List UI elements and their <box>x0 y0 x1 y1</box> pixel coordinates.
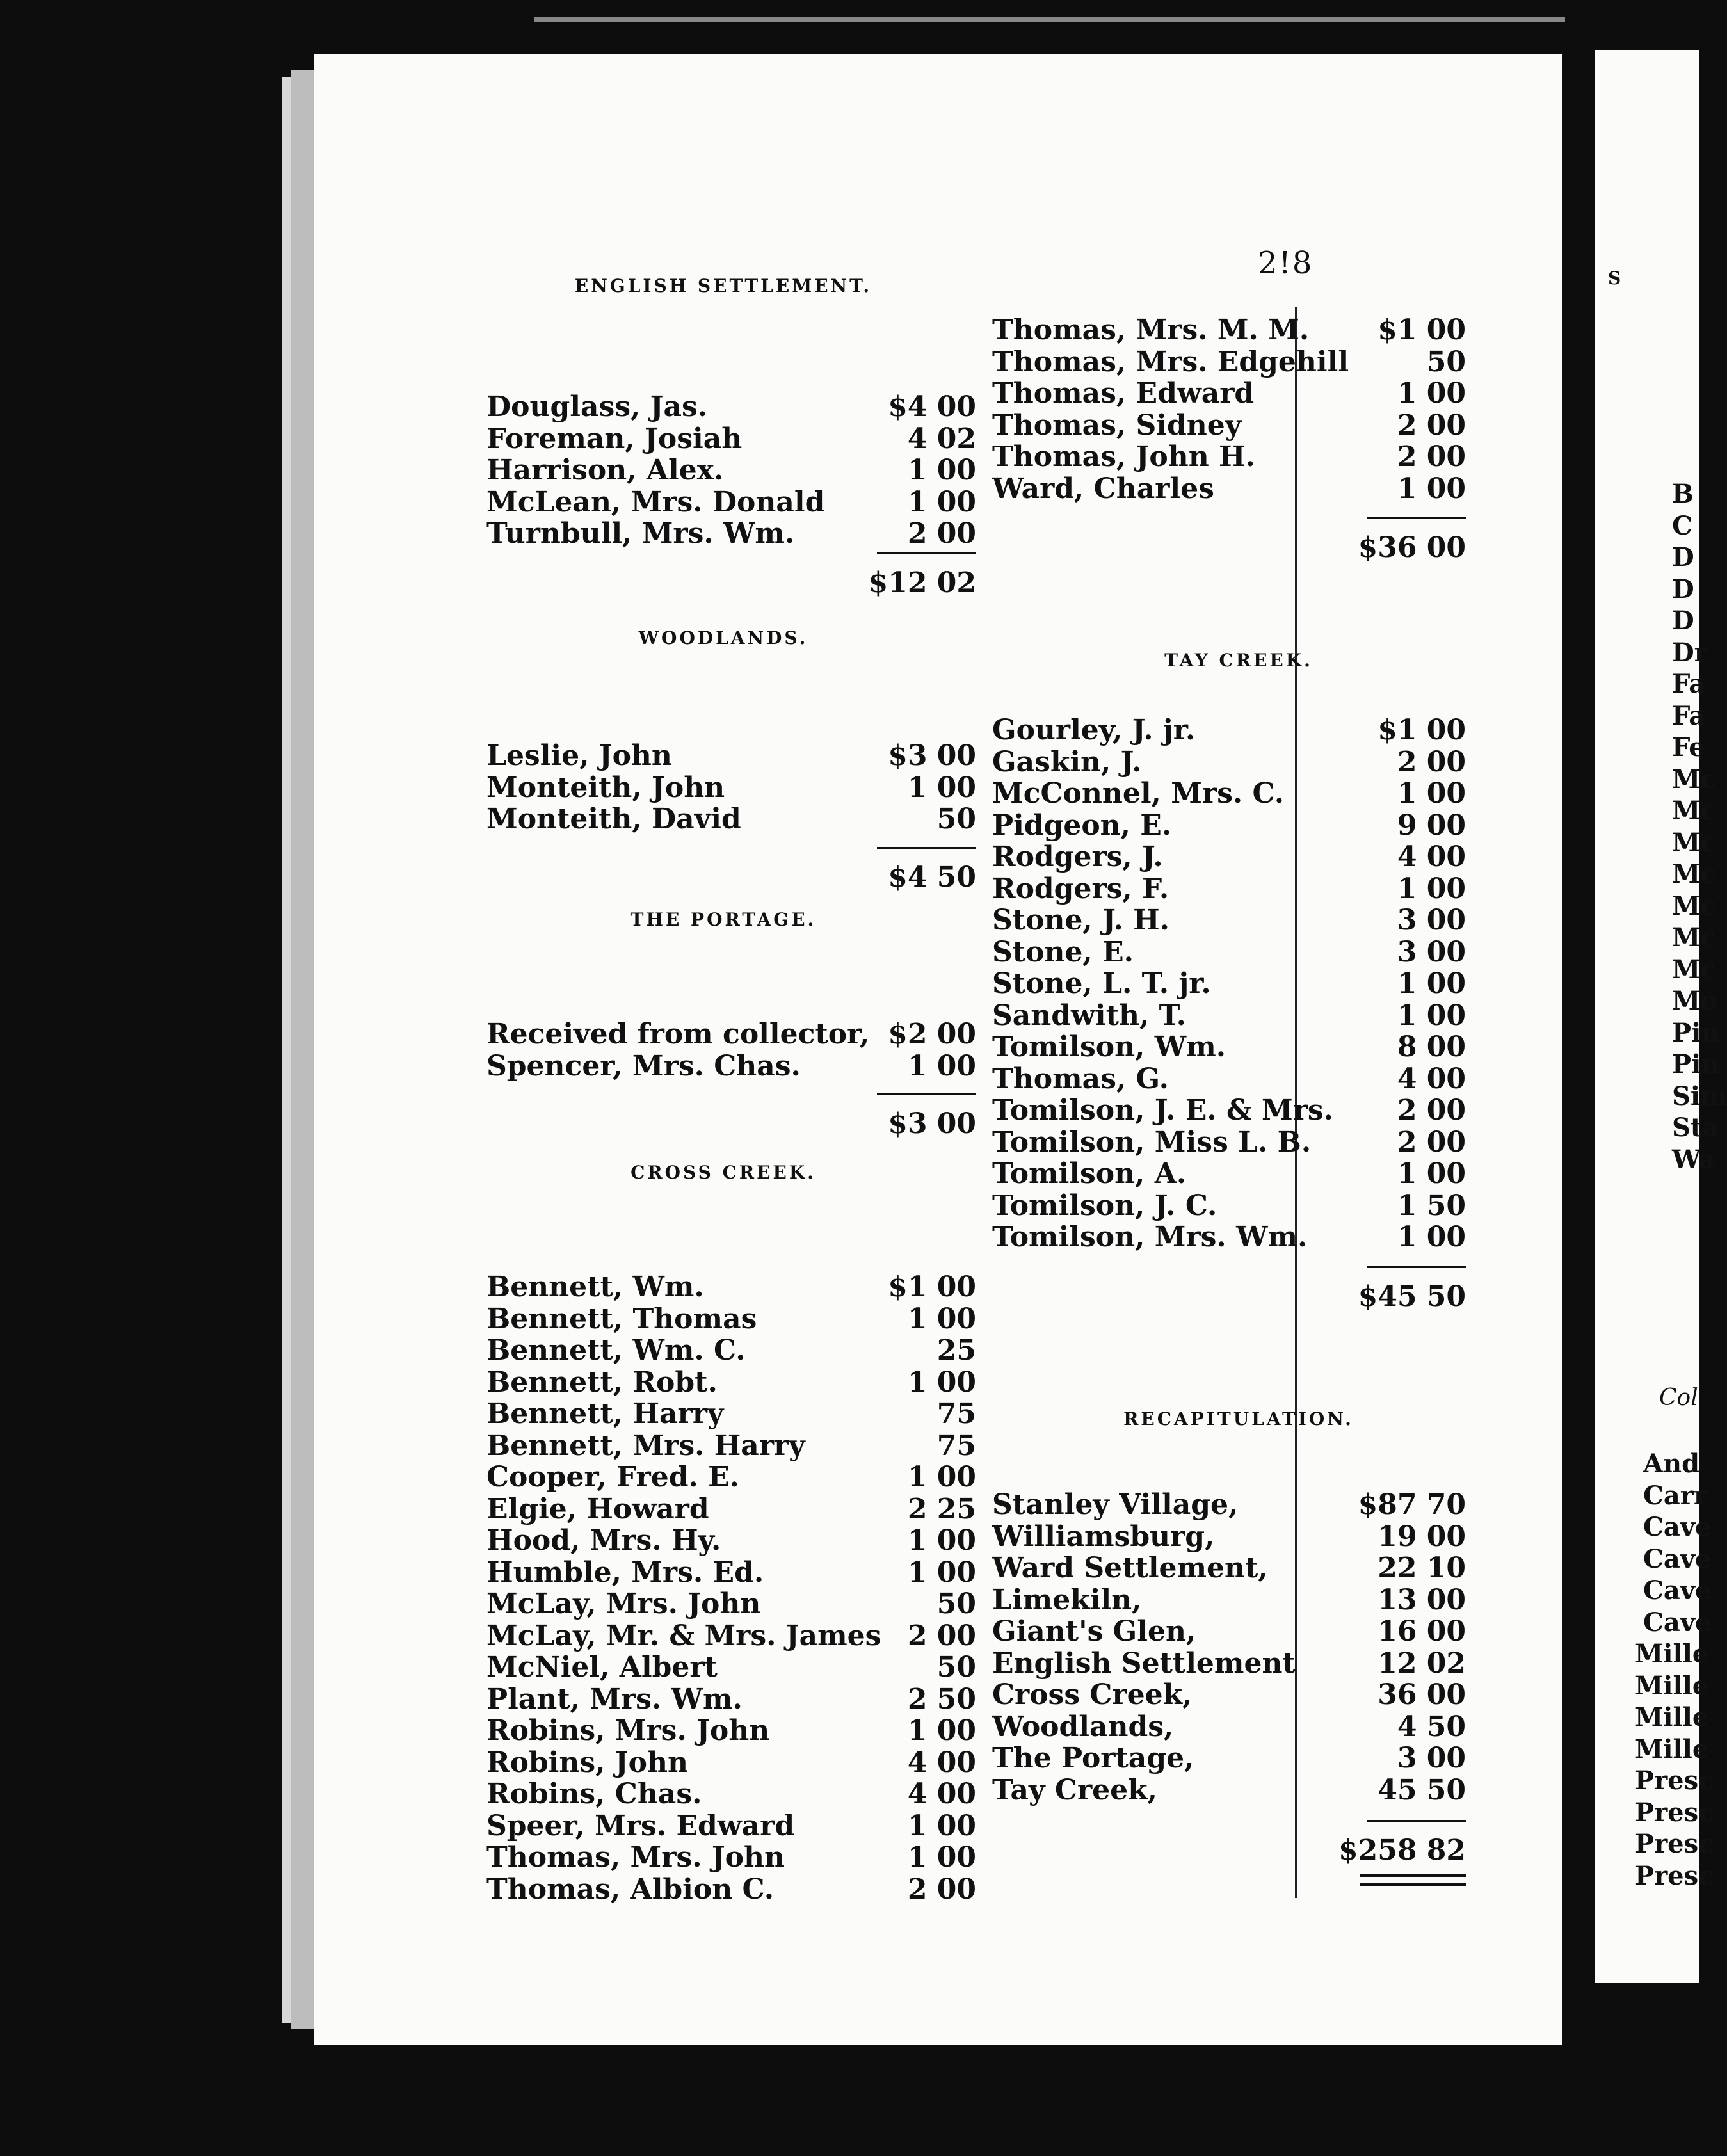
entry-amount: 3 00 <box>1397 1742 1466 1774</box>
entry-name: Ward Settlement, <box>992 1552 1268 1584</box>
section-heading: ENGLISH SETTLEMENT. <box>574 275 872 296</box>
entry-amount: 9 00 <box>1397 808 1466 842</box>
ledger-row <box>486 454 976 486</box>
entry-amount: 1 00 <box>1397 999 1466 1032</box>
ledger-row <box>992 777 1466 809</box>
entry-amount: 2 25 <box>907 1492 976 1525</box>
entry-amount: 45 50 <box>1378 1773 1466 1806</box>
entry-name: Bennett, Wm. <box>486 1271 704 1303</box>
facing-page-italic-label: Col <box>1659 1385 1698 1411</box>
facing-page-line: Mc <box>1672 954 1716 985</box>
ledger-row <box>486 803 976 835</box>
ledger-row <box>486 1651 976 1683</box>
entry-name: Thomas, Albion C. <box>486 1872 775 1906</box>
entry-name: Tomilson, Mrs. Wm. <box>992 1221 1308 1253</box>
entry-amount: 1 00 <box>907 1049 976 1082</box>
entry-amount: 50 <box>1426 345 1466 378</box>
entry-name: Tomilson, Wm. <box>992 1031 1226 1063</box>
ledger-row <box>486 1778 976 1810</box>
entry-name: Tomilson, J. C. <box>992 1189 1217 1222</box>
facing-page-line: And <box>1643 1449 1700 1479</box>
entry-amount: 19 00 <box>1378 1520 1466 1553</box>
entry-amount: 2 00 <box>1397 440 1466 473</box>
entry-name: Tomilson, A. <box>992 1157 1187 1190</box>
facing-page-line: Presc <box>1635 1829 1714 1859</box>
facing-page-line: Sta <box>1672 1113 1719 1143</box>
entry-amount: 4 02 <box>907 422 976 455</box>
entry-amount: 16 00 <box>1378 1615 1466 1648</box>
section-total <box>784 861 976 893</box>
entry-amount: 8 00 <box>1397 1031 1466 1063</box>
facing-page-line: Pin <box>1672 1049 1720 1079</box>
total-amount: $3 00 <box>888 1107 976 1140</box>
entry-amount: 1 00 <box>907 1365 976 1399</box>
entry-amount: 50 <box>936 803 976 835</box>
ledger-row <box>992 904 1466 936</box>
ledger-row <box>992 314 1466 346</box>
entry-amount: $4 00 <box>888 390 976 423</box>
facing-page-line: Cave <box>1643 1575 1712 1605</box>
facing-page-line: D <box>1672 542 1694 572</box>
entry-name: Bennett, Robt. <box>486 1365 718 1399</box>
entry-name: Pidgeon, E. <box>992 808 1172 842</box>
entry-name: Tay Creek, <box>992 1773 1157 1806</box>
entry-amount: $2 00 <box>888 1018 976 1050</box>
entry-amount: 1 00 <box>1397 967 1466 1000</box>
facing-page-line: Mc <box>1672 827 1716 858</box>
ledger-row <box>992 873 1466 905</box>
entry-amount: $87 70 <box>1358 1488 1466 1521</box>
entry-name: Spencer, Mrs. Chas. <box>486 1049 801 1082</box>
entry-name: Williamsburg, <box>992 1520 1215 1553</box>
entry-name: Humble, Mrs. Ed. <box>486 1556 764 1589</box>
entry-amount: 75 <box>936 1429 976 1462</box>
top-edge-rule <box>534 17 1565 22</box>
ledger-row <box>992 1584 1466 1616</box>
section-heading: WOODLANDS. <box>638 627 808 648</box>
entry-amount: 13 00 <box>1378 1583 1466 1616</box>
ledger-row <box>992 1031 1466 1063</box>
ledger-row <box>486 1018 976 1050</box>
ledger-row <box>992 1710 1466 1742</box>
ledger-row <box>992 1774 1466 1806</box>
entry-name: Sandwith, T. <box>992 999 1186 1032</box>
ledger-row <box>486 1334 976 1366</box>
entry-amount: 2 00 <box>907 1619 976 1652</box>
page-edge-stack <box>291 70 314 2029</box>
sum-rule <box>1367 1820 1466 1822</box>
ledger-row <box>486 1588 976 1620</box>
facing-page-line: Fa <box>1672 700 1706 731</box>
entry-amount: 4 50 <box>1397 1710 1466 1743</box>
ledger-row <box>992 1678 1466 1710</box>
facing-page-heading: S <box>1608 268 1623 289</box>
ledger-row <box>486 517 976 549</box>
entry-name: Rodgers, F. <box>992 872 1169 905</box>
facing-page-line: Cave <box>1643 1512 1712 1542</box>
entry-amount: 4 00 <box>907 1778 976 1810</box>
entry-amount: 2 00 <box>1397 745 1466 778</box>
section-heading: THE PORTAGE. <box>630 909 817 930</box>
total-amount: $45 50 <box>1358 1280 1466 1313</box>
ledger-row <box>486 1050 976 1082</box>
ledger-row <box>486 1746 976 1778</box>
facing-page-line: Fe <box>1672 732 1705 762</box>
section-total <box>784 567 976 599</box>
ledger-row <box>992 409 1466 441</box>
ledger-row <box>992 440 1466 472</box>
entry-amount: $1 00 <box>1378 714 1466 746</box>
ledger-row <box>486 1303 976 1335</box>
ledger-row <box>992 714 1466 746</box>
ledger-row <box>992 967 1466 999</box>
entry-name: McLean, Mrs. Donald <box>486 485 825 519</box>
ledger-row <box>992 936 1466 968</box>
entry-name: Gourley, J. jr. <box>992 714 1196 746</box>
entry-name: Cooper, Fred. E. <box>486 1461 739 1493</box>
facing-page-line: Pin <box>1672 1017 1720 1048</box>
entry-amount: 2 00 <box>1397 1094 1466 1127</box>
entry-amount: 1 00 <box>907 485 976 519</box>
entry-amount: $1 00 <box>888 1271 976 1303</box>
ledger-row <box>992 346 1466 378</box>
sum-rule <box>877 552 976 554</box>
entry-amount: 50 <box>936 1588 976 1620</box>
ledger-row <box>486 1397 976 1429</box>
entry-name: Foreman, Josiah <box>486 422 743 455</box>
entry-name: Thomas, G. <box>992 1062 1169 1095</box>
entry-name: Turnbull, Mrs. Wm. <box>486 517 795 550</box>
ledger-row <box>992 1221 1466 1253</box>
ledger-row <box>992 1647 1466 1679</box>
entry-name: Bennett, Harry <box>486 1397 724 1430</box>
entry-amount: 1 00 <box>1397 377 1466 410</box>
entry-name: Bennett, Wm. C. <box>486 1334 746 1367</box>
ledger-row <box>992 1742 1466 1774</box>
section-total <box>1274 531 1466 563</box>
entry-amount: 1 00 <box>1397 777 1466 810</box>
entry-amount: 1 00 <box>907 1809 976 1842</box>
ledger-row <box>486 1461 976 1493</box>
ledger-row <box>486 390 976 422</box>
entry-name: Douglass, Jas. <box>486 390 708 423</box>
entry-name: Bennett, Thomas <box>486 1302 757 1335</box>
facing-page-line: C <box>1672 510 1692 541</box>
facing-page-line: Sim <box>1672 1081 1727 1111</box>
facing-page-line: Presc <box>1635 1797 1714 1828</box>
entry-name: Robins, John <box>486 1746 688 1779</box>
entry-name: Thomas, Mrs. M. M. <box>992 314 1310 346</box>
entry-name: Robins, Chas. <box>486 1778 702 1810</box>
entry-name: Hood, Mrs. Hy. <box>486 1524 721 1557</box>
page-number: 2!8 <box>1258 245 1313 281</box>
entry-amount: 75 <box>936 1397 976 1430</box>
facing-page-line: Cave <box>1643 1543 1712 1574</box>
facing-page-line: Fa <box>1672 669 1706 699</box>
ledger-row <box>992 1157 1466 1189</box>
sum-rule <box>877 1093 976 1095</box>
entry-amount: 1 00 <box>907 1841 976 1874</box>
total-amount: $258 82 <box>1338 1834 1466 1867</box>
entry-name: Gaskin, J. <box>992 745 1142 778</box>
ledger-row <box>992 1520 1466 1552</box>
facing-page-line: Wa <box>1672 1144 1715 1175</box>
entry-amount: 25 <box>936 1334 976 1367</box>
entry-amount: $3 00 <box>888 739 976 772</box>
ledger-row <box>992 1094 1466 1126</box>
entry-name: Tomilson, Miss L. B. <box>992 1125 1312 1159</box>
ledger-row <box>486 486 976 518</box>
entry-amount: 4 00 <box>1397 1062 1466 1095</box>
ledger-row <box>486 1556 976 1588</box>
ledger-row <box>992 1126 1466 1158</box>
facing-page-fragment <box>1595 50 1727 1983</box>
ledger-row <box>486 1366 976 1398</box>
entry-name: McLay, Mrs. John <box>486 1588 761 1620</box>
entry-amount: 12 02 <box>1378 1646 1466 1680</box>
facing-page-line: Mc <box>1672 890 1716 921</box>
total-amount: $12 02 <box>868 567 976 599</box>
ledger-row <box>992 377 1466 409</box>
ledger-row <box>486 1429 976 1461</box>
entry-amount: 3 00 <box>1397 904 1466 937</box>
entry-name: Limekiln, <box>992 1583 1142 1616</box>
ledger-row <box>486 1873 976 1905</box>
entry-amount: 1 00 <box>907 1461 976 1493</box>
entry-amount: 1 00 <box>907 454 976 487</box>
facing-page-line: Mc <box>1672 764 1716 794</box>
facing-page-line: Presc <box>1635 1766 1714 1796</box>
entry-amount: 1 50 <box>1397 1189 1466 1222</box>
entry-amount: 1 00 <box>907 1302 976 1335</box>
ledger-row <box>992 1063 1466 1095</box>
grand-total-double-rule <box>1360 1874 1466 1877</box>
ledger-row <box>992 472 1466 504</box>
ledger-row <box>992 999 1466 1031</box>
facing-page-line: Mc <box>1672 796 1716 826</box>
section-heading: TAY CREEK. <box>1164 650 1313 671</box>
grand-total-double-rule <box>1360 1883 1466 1886</box>
facing-page-line: Mo <box>1672 986 1717 1016</box>
entry-amount: 1 00 <box>1397 872 1466 905</box>
ledger-row <box>486 1620 976 1652</box>
entry-amount: 1 00 <box>907 1714 976 1747</box>
total-amount: $4 50 <box>888 861 976 894</box>
entry-amount: 36 00 <box>1378 1678 1466 1711</box>
facing-page-line: Carr <box>1643 1480 1707 1511</box>
entry-amount: 2 00 <box>907 517 976 550</box>
facing-page-line: Mille <box>1635 1670 1709 1701</box>
entry-name: McNiel, Albert <box>486 1651 718 1684</box>
ledger-row <box>992 746 1466 778</box>
entry-name: Stone, J. H. <box>992 904 1169 937</box>
entry-name: Tomilson, J. E. & Mrs. <box>992 1094 1334 1127</box>
entry-name: English Settlement <box>992 1646 1296 1680</box>
entry-name: The Portage, <box>992 1742 1194 1774</box>
book-page <box>314 54 1562 2045</box>
entry-name: Plant, Mrs. Wm. <box>486 1682 743 1716</box>
facing-page-line: Mille <box>1635 1639 1709 1669</box>
entry-name: Received from collector, <box>486 1018 870 1050</box>
entry-amount: 1 00 <box>907 1524 976 1557</box>
entry-name: Stone, E. <box>992 935 1134 969</box>
entry-amount: 2 00 <box>907 1872 976 1906</box>
ledger-row <box>486 422 976 455</box>
ledger-row <box>486 1271 976 1303</box>
entry-name: Bennett, Mrs. Harry <box>486 1429 805 1462</box>
section-heading: CROSS CREEK. <box>631 1162 816 1183</box>
total-amount: $36 00 <box>1358 531 1466 564</box>
facing-page-line: Cave <box>1643 1607 1712 1637</box>
entry-name: Thomas, John H. <box>992 440 1255 473</box>
entry-amount: 1 00 <box>1397 1221 1466 1253</box>
entry-amount: 1 00 <box>1397 472 1466 505</box>
section-heading: RECAPITULATION. <box>1123 1408 1354 1429</box>
entry-name: Thomas, Mrs. Edgehill <box>992 345 1349 378</box>
entry-name: Robins, Mrs. John <box>486 1714 770 1747</box>
entry-name: Thomas, Edward <box>992 377 1255 410</box>
entry-name: McLay, Mr. & Mrs. James <box>486 1619 881 1652</box>
facing-page-line: Dr <box>1672 637 1708 668</box>
ledger-row <box>992 1189 1466 1221</box>
entry-name: Harrison, Alex. <box>486 454 724 487</box>
entry-amount: 2 00 <box>1397 408 1466 442</box>
entry-amount: 22 10 <box>1378 1552 1466 1584</box>
sum-rule <box>1367 517 1466 519</box>
entry-name: Thomas, Mrs. John <box>486 1841 785 1874</box>
section-total <box>1274 1280 1466 1312</box>
entry-name: Ward, Charles <box>992 472 1214 505</box>
facing-page-line: B <box>1672 479 1694 509</box>
entry-amount: 2 00 <box>1397 1125 1466 1159</box>
entry-name: Leslie, John <box>486 739 672 772</box>
entry-name: Woodlands, <box>992 1710 1174 1743</box>
ledger-row <box>486 1714 976 1746</box>
entry-name: Giant's Glen, <box>992 1615 1196 1648</box>
ledger-row <box>992 1615 1466 1647</box>
facing-page-line: Mc <box>1672 922 1716 953</box>
entry-name: Cross Creek, <box>992 1678 1193 1711</box>
facing-page-line: D <box>1672 574 1694 604</box>
section-total <box>1274 1834 1466 1866</box>
entry-name: Monteith, John <box>486 771 725 804</box>
ledger-row <box>486 1493 976 1525</box>
entry-name: Stone, L. T. jr. <box>992 967 1211 1000</box>
entry-name: McConnel, Mrs. C. <box>992 777 1285 810</box>
entry-amount: 1 00 <box>907 771 976 804</box>
ledger-row <box>486 1841 976 1873</box>
entry-name: Elgie, Howard <box>486 1492 709 1525</box>
ledger-row <box>992 809 1466 841</box>
entry-amount: 1 00 <box>1397 1157 1466 1190</box>
entry-name: Speer, Mrs. Edward <box>486 1809 795 1842</box>
entry-name: Rodgers, J. <box>992 841 1163 873</box>
sum-rule <box>1367 1266 1466 1268</box>
entry-amount: 2 50 <box>907 1682 976 1716</box>
section-total <box>784 1107 976 1139</box>
entry-name: Monteith, David <box>486 803 741 835</box>
ledger-row <box>992 841 1466 873</box>
entry-name: Thomas, Sidney <box>992 408 1242 442</box>
ledger-row <box>486 1524 976 1556</box>
entry-amount: 4 00 <box>907 1746 976 1779</box>
ledger-row <box>486 771 976 803</box>
entry-amount: $1 00 <box>1378 314 1466 346</box>
facing-page-line: Mc <box>1672 859 1716 889</box>
facing-page-line: D <box>1672 606 1694 636</box>
entry-amount: 1 00 <box>907 1556 976 1589</box>
facing-page-line: Mille <box>1635 1702 1709 1732</box>
ledger-row <box>486 1683 976 1715</box>
facing-page-line: Presc <box>1635 1860 1714 1891</box>
sum-rule <box>877 847 976 849</box>
entry-amount: 3 00 <box>1397 935 1466 969</box>
ledger-row <box>992 1488 1466 1520</box>
entry-name: Stanley Village, <box>992 1488 1239 1521</box>
ledger-row <box>486 739 976 771</box>
ledger-row <box>486 1810 976 1842</box>
facing-page-line: Mille <box>1635 1734 1709 1764</box>
ledger-row <box>992 1552 1466 1584</box>
entry-amount: 4 00 <box>1397 841 1466 873</box>
entry-amount: 50 <box>936 1651 976 1684</box>
